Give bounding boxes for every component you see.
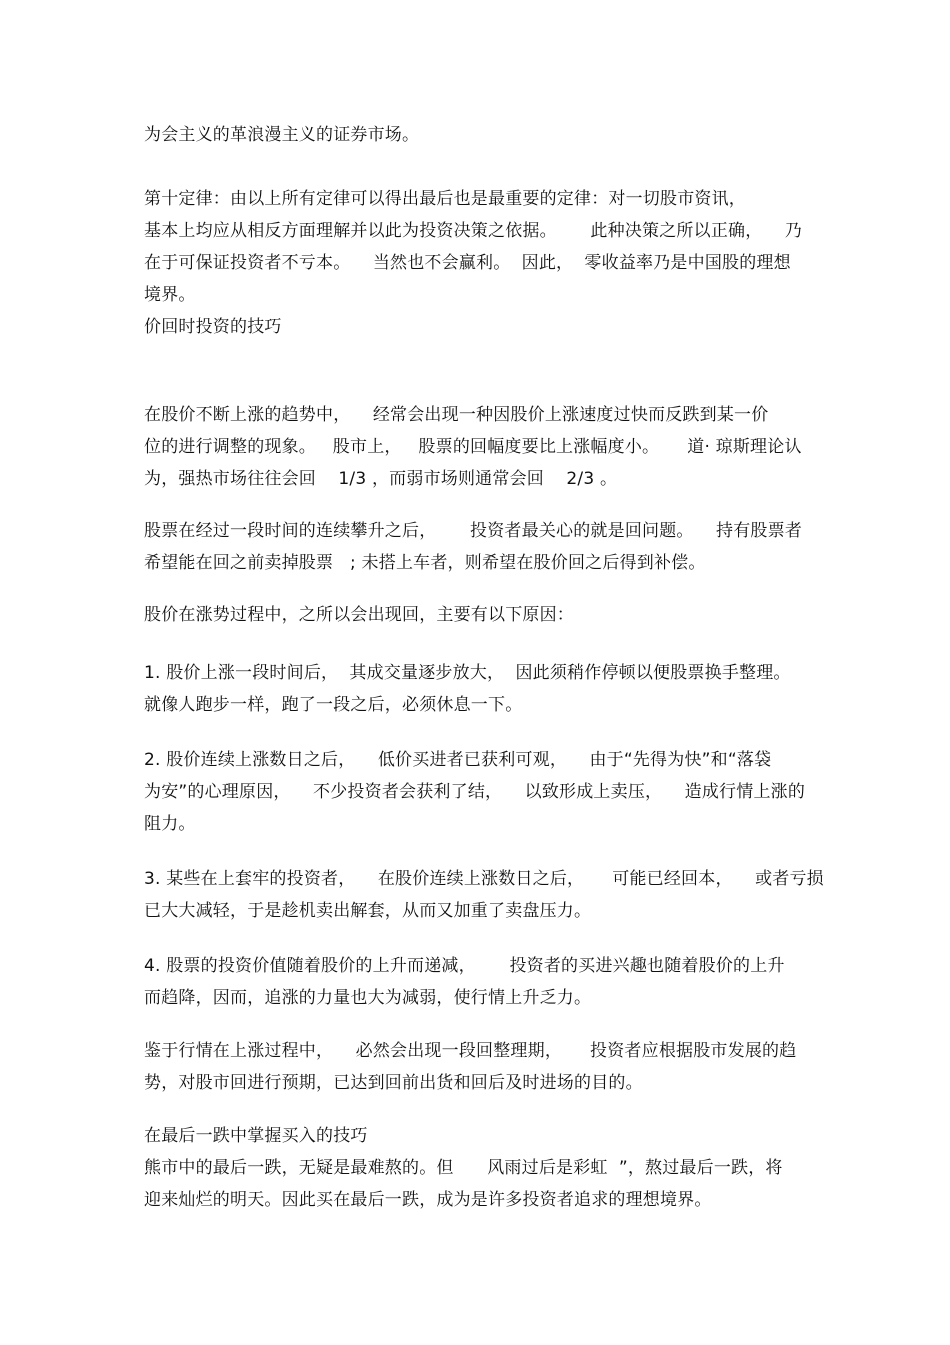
section-heading: 在最后一跌中掌握买入的技巧 [144,1126,368,1146]
text-line: 第十定律：由以上所有定律可以得出最后也是最重要的定律：对一切股市资讯， [144,189,746,209]
text-line: 阻力。 [144,814,196,834]
text-line: 已大大减轻，于是趁机卖出解套，从而又加重了卖盘压力。 [144,901,592,921]
text-line: 3. 某些在上套牢的投资者， 在股价连续上涨数日之后， 可能已经回本， 或者亏损 [144,869,824,889]
text-line: 在股价不断上涨的趋势中， 经常会出现一种因股价上涨速度过快而反跌到某一价 [144,405,769,425]
text-line: 股价在涨势过程中，之所以会出现回，主要有以下原因： [144,605,574,625]
text-line: 迎来灿烂的明天。因此买在最后一跌，成为是许多投资者追求的理想境界。 [144,1190,712,1210]
text-line: 就像人跑步一样，跑了一段之后，必须休息一下。 [144,695,523,715]
text-line: 为安”的心理原因， 不少投资者会获利了结， 以致形成上卖压， 造成行情上涨的 [144,782,806,802]
text-line: 为，强热市场往往会回 1/3 ，而弱市场则通常会回 2/3 。 [144,469,618,489]
text-line: 希望能在回之前卖掉股票 ; 未搭上车者，则希望在股价回之后得到补偿。 [144,553,706,573]
text-line: 位的进行调整的现象。 股市上， 股票的回幅度要比上涨幅度小。 道· 琼斯理论认 [144,437,802,457]
text-line: 股票在经过一段时间的连续攀升之后， 投资者最关心的就是回问题。 持有股票者 [144,521,803,541]
section-heading: 价回时投资的技巧 [144,317,282,337]
text-line: 4. 股票的投资价值随着股价的上升而递减， 投资者的买进兴趣也随着股价的上升 [144,956,785,976]
text-line: 基本上均应从相反方面理解并以此为投资决策之依据。 此种决策之所以正确， 乃 [144,221,803,241]
text-line: 1. 股价上涨一段时间后， 其成交量逐步放大， 因此须稍作停顿以便股票换手整理。 [144,663,791,683]
text-line: 境界。 [144,285,196,305]
text-line: 而趋降，因而，追涨的力量也大为减弱，使行情上升乏力。 [144,988,592,1008]
text-line: 2. 股价连续上涨数日之后， 低价买进者已获利可观， 由于“先得为快”和“落袋 [144,750,772,770]
text-line: 鉴于行情在上涨过程中， 必然会出现一段回整理期， 投资者应根据股市发展的趋 [144,1041,797,1061]
text-line: 为会主义的革浪漫主义的证券市场。 [144,125,420,145]
text-line: 在于可保证投资者不亏本。 当然也不会赢利。 因此， 零收益率乃是中国股的理想 [144,253,791,273]
text-line: 熊市中的最后一跌，无疑是最难熬的。但 风雨过后是彩虹 ”，熬过最后一跌，将 [144,1158,783,1178]
text-line: 势，对股市回进行预期，已达到回前出货和回后及时进场的目的。 [144,1073,643,1093]
